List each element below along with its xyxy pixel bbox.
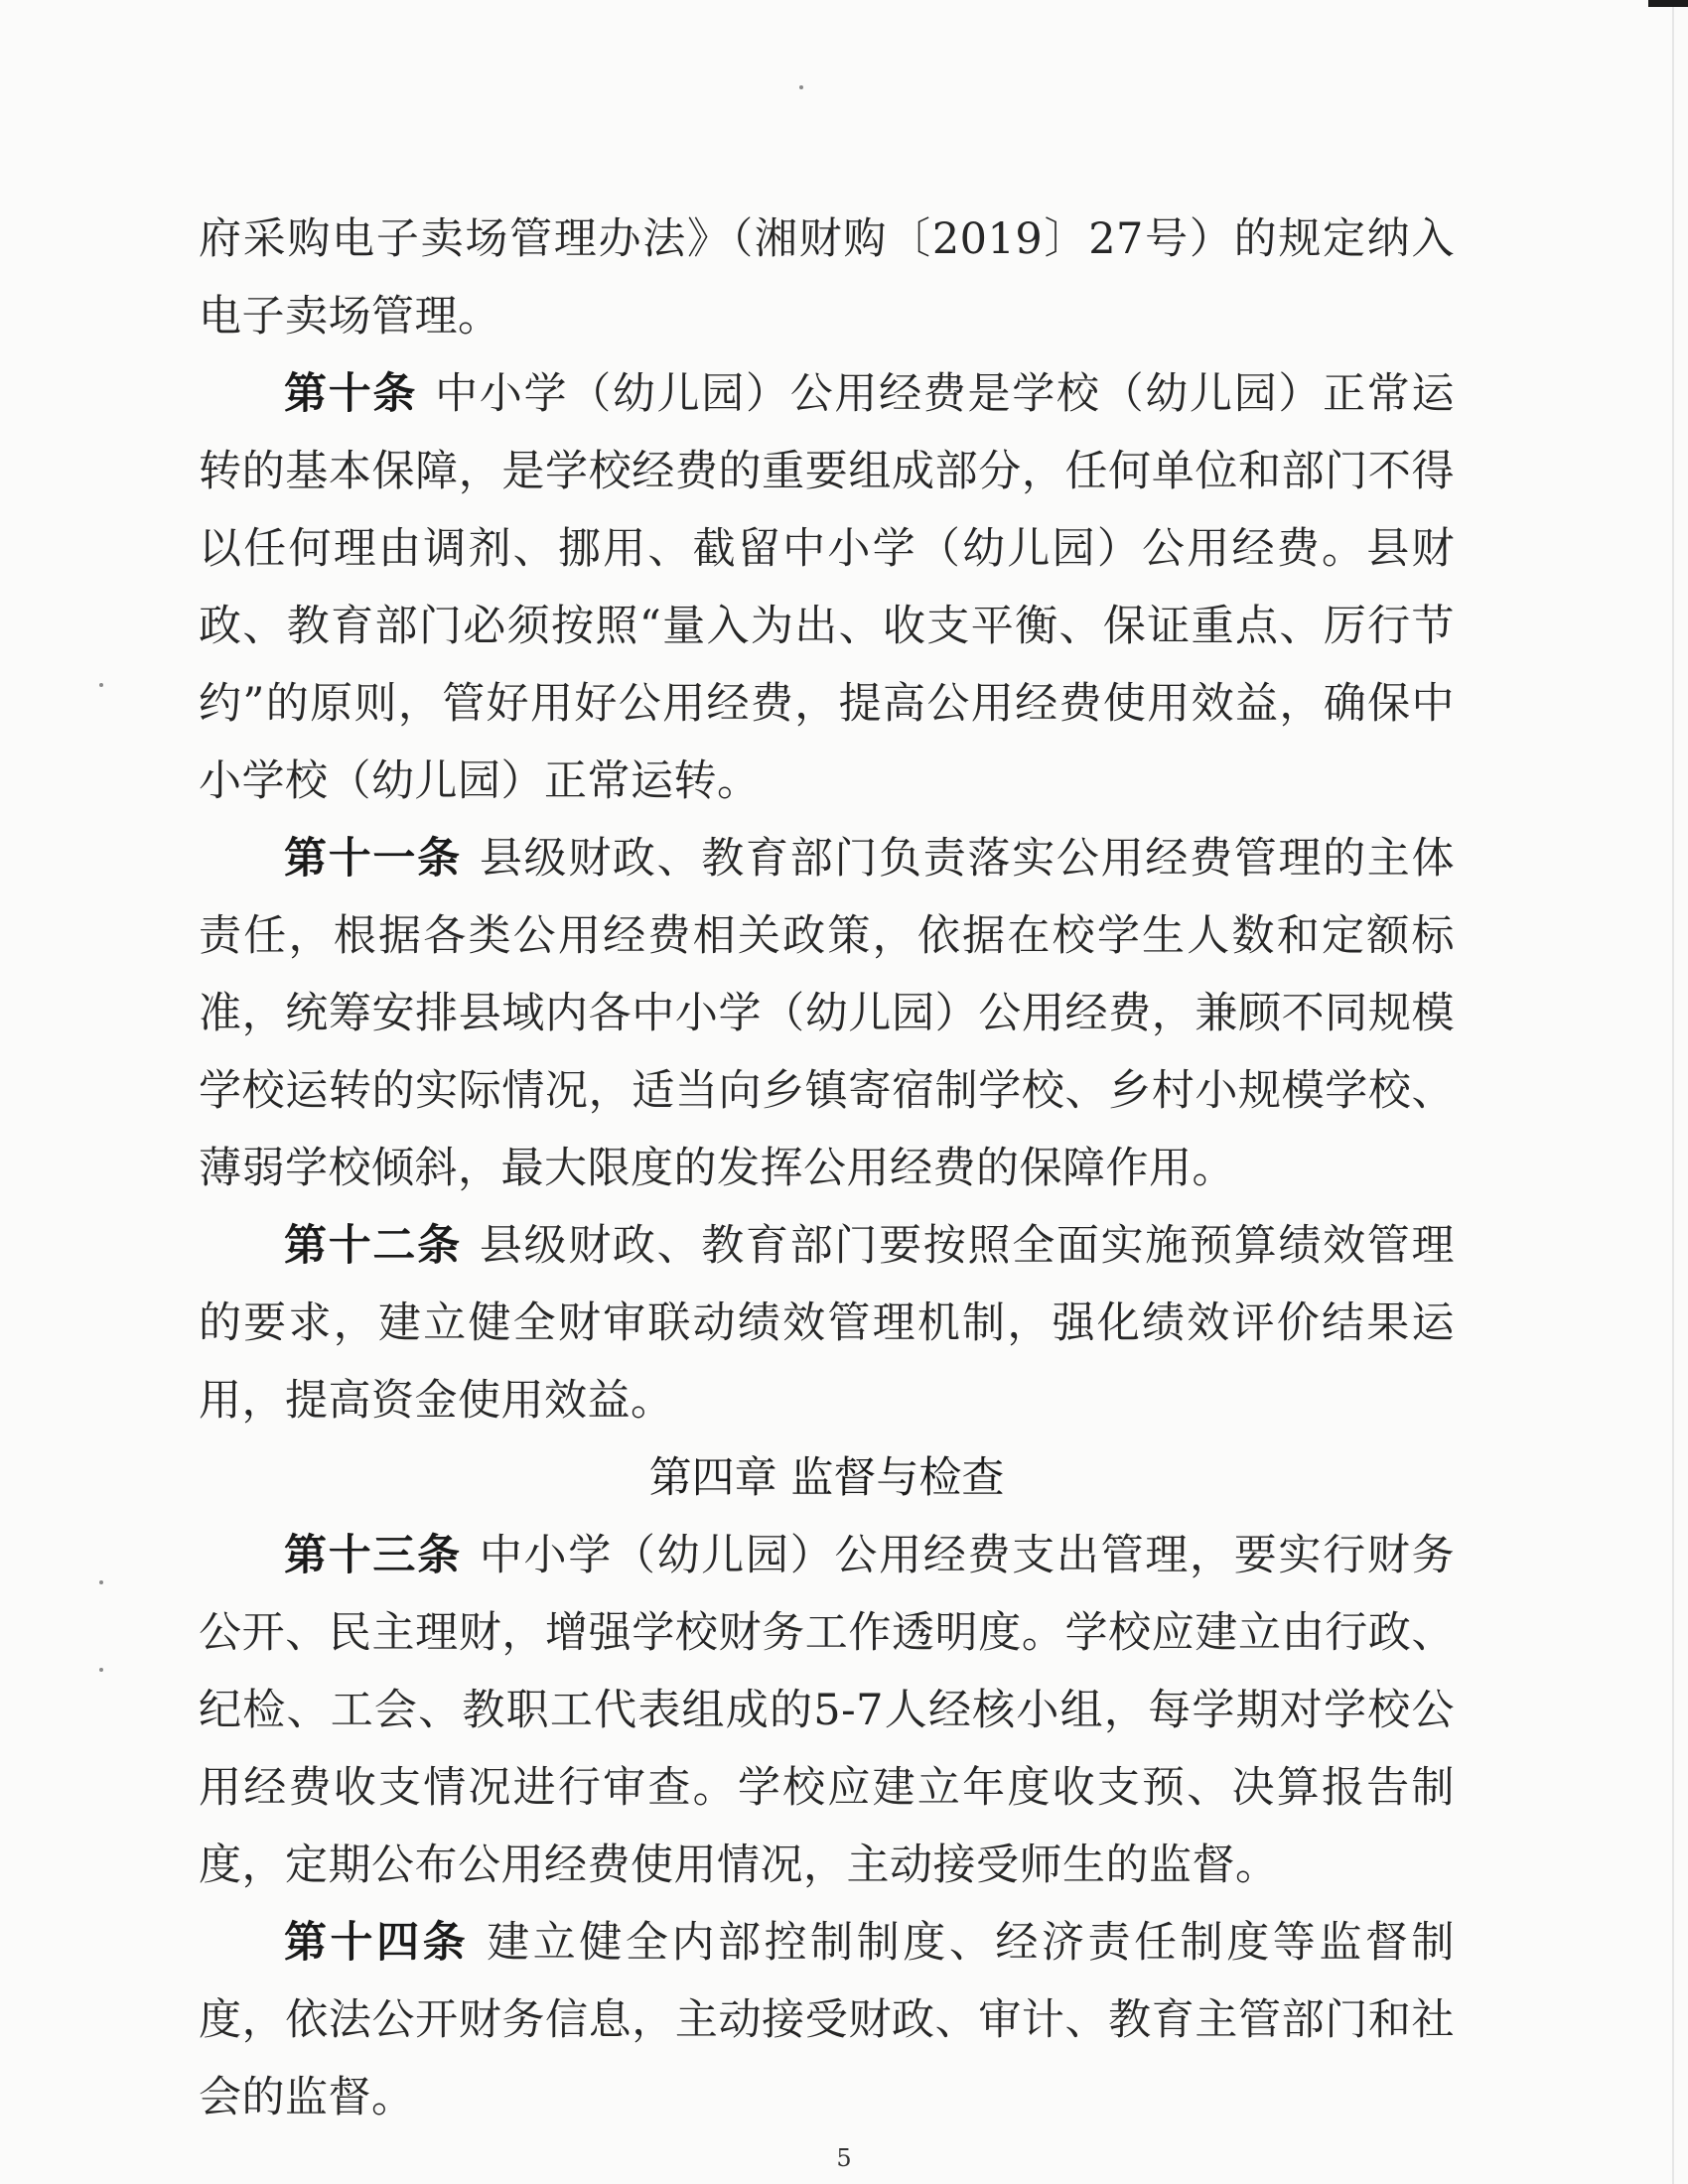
scan-speck: [99, 1668, 103, 1672]
article-text: 中小学（幼儿园）公用经费是学校（幼儿园）正常运转的基本保障，是学校经费的重要组成部分，任何单位和部门不得以任何理由调剂、挪用、截留中小学（幼儿园）公用经费。县财政、教育部门必须按照“量入为出、收支平衡、保证重点、厉行节约”的原则，管好用好公用经费，提高公用经费使用效益，确保中小学校（幼儿园）正常运转。: [199, 369, 1456, 806]
intro-paragraph: 府采购电子卖场管理办法》（湘财购〔2019〕27号）的规定纳入电子卖场管理。: [199, 214, 1455, 341]
page-number: 5: [836, 2144, 852, 2172]
article-text: 中小学（幼儿园）公用经费支出管理，要实行财务公开、民主理财，增强学校财务工作透明度。学校应建立由行政、纪检、工会、教职工代表组成的5-7人经核小组，每学期对学校公用经费收支情况进行审查。学校应建立年度收支预、决算报告制度，定期公布公用经费使用情况，主动接受师生的监督。: [199, 1531, 1456, 1890]
article-11: [199, 820, 1455, 1207]
scan-speck: [99, 1580, 103, 1584]
document-body: [199, 201, 1455, 2136]
article-text: 县级财政、教育部门负责落实公用经费管理的主体责任，根据各类公用经费相关政策，依据在校学生人数和定额标准，统筹安排县域内各中小学（幼儿园）公用经费，兼顾不同规模学校运转的实际情况，适当向乡镇寄宿制学校、乡村小规模学校、薄弱学校倾斜，最大限度的发挥公用经费的保障作用。: [199, 834, 1456, 1193]
article-13: [199, 1517, 1455, 1904]
article-12: [199, 1207, 1455, 1439]
article-label: 第十条: [284, 369, 418, 419]
article-label: 第十三条: [284, 1531, 462, 1580]
scan-speck: [99, 683, 103, 687]
article-text: 建立健全内部控制制度、经济责任制度等监督制度，依法公开财务信息，主动接受财政、审计、教育主管部门和社会的监督。: [199, 1918, 1455, 2122]
scan-speck: [799, 85, 803, 89]
scan-edge-line: [1672, 0, 1674, 2184]
chapter-heading: 第四章 监督与检查: [648, 1453, 1005, 1503]
article-10: [199, 355, 1455, 820]
article-label: 第十一条: [284, 834, 462, 884]
article-label: 第十四条: [284, 1918, 470, 1968]
scan-edge-mark: [1648, 0, 1688, 7]
article-text: 县级财政、教育部门要按照全面实施预算绩效管理的要求，建立健全财审联动绩效管理机制，强化绩效评价结果运用，提高资金使用效益。: [199, 1221, 1456, 1426]
article-14: [199, 1904, 1455, 2136]
article-label: 第十二条: [284, 1221, 462, 1271]
